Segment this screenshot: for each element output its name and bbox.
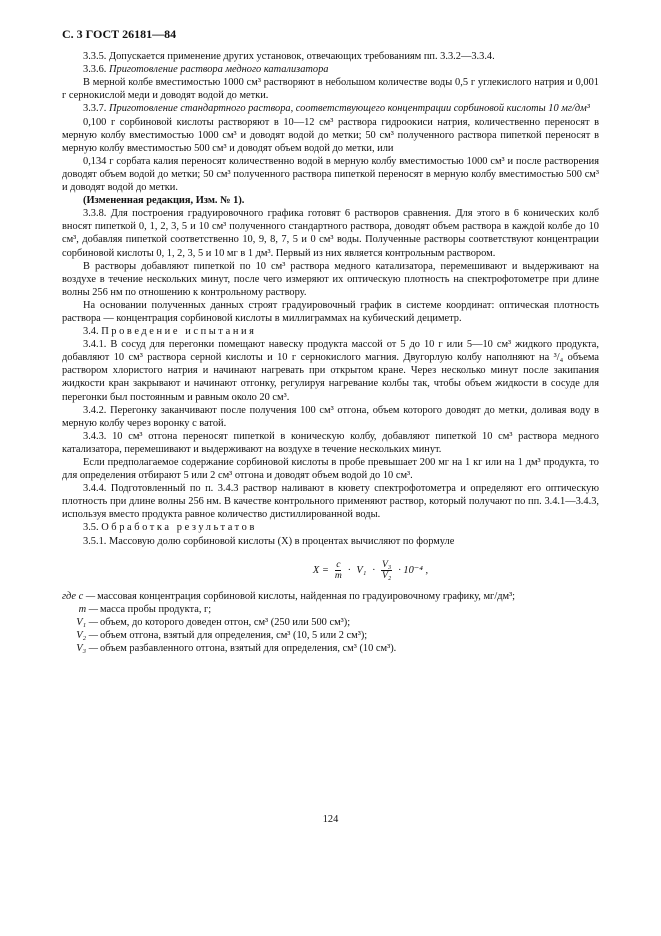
legend-text: объем разбавленного отгона, взятый для определения, см³ (10 см³). [100,643,397,655]
clause-title: Приготовление раствора медного катализатора [109,64,329,76]
paragraph-3-5-1: 3.5.1. Массовую долю сорбиновой кислоты (X) в процентах вычисляют по формуле [83,535,455,547]
formula-tail: · 10⁻⁴ , [398,564,429,576]
legend-symbol: V₂ — [76,629,98,641]
clause-number: 3.3.6. [83,64,107,76]
revision-note: (Измененная редакция, Изм. № 1). [83,195,245,207]
numerator-v3: V₃ [382,558,392,570]
heading-3-5 [62,521,599,534]
term-v1: V₁ [356,564,367,576]
page-number: 124 [322,814,339,825]
legend-text: объем отгона, взятый для определения, см³ (10, 5 или 2 см³); [100,629,368,641]
dot-operator: · [347,564,351,576]
paragraph-3-4-1: 3.4.1. В сосуд для перегонки помещают навеску продукта массой от 5 до 10 г или 5—10 см³ жидкого продукта, добавляют 10 см³ раствора серной кислоты и 10 г сернокислого магния. Двугорлую колбу наполняют на ³/₄ объема раствором хлористого натрия и начинают нагревать при открытом кране. Через несколько минут после закипания жидкости кран закрывают и начинают отгонку, регулируя нагревание колбы так, чтобы объем жидкости в сосуде для перегонки был постоянным и равным около 20 см³. [62,339,599,403]
legend-row [62,590,599,603]
denominator-m: m [334,569,342,581]
paragraph-3-3-5: 3.3.5. Допускается применение других установок, отвечающих требованиям пп. 3.3.2—3.3.4. [83,51,495,63]
legend-row [62,603,599,616]
legend-text: масса пробы продукта, г; [100,603,212,615]
document-header: С. 3 ГОСТ 26181—84 [62,27,177,41]
clause-title: Приготовление стандартного раствора, соответствующего концентрации сорбиновой кислоты 10 мг/дм³ [109,103,590,115]
legend-symbol: где c — [62,590,96,602]
clause-number: 3.5. [83,522,99,534]
formula [62,560,599,581]
numerator-c: c [336,558,341,570]
paragraph-3-3-8b: В растворы добавляют пипеткой по 10 см³ раствора медного катализатора, перемешивают и выдерживают на воздухе в течение нескольких минут, после чего измеряют их оптическую плотность на спектрофотометре при длине волны 256 нм по отношению к контрольному раствору. [62,260,599,298]
paragraph-3-3-7-body1: 0,100 г сорбиновой кислоты растворяют в 10—12 см³ раствора гидроокиси натрия, количественно переносят в мерную колбу вместимостью 1000 см³ и доводят водой до метки; 50 см³ полученного раствора пипеткой переносят в мерную колбу вместимостью 500 см³ и доводят объем водой до метки, или [62,116,599,154]
document-page [62,28,599,655]
dot-operator: · [372,564,375,576]
section-title: Обработка результатов [101,522,257,534]
heading-3-3-6 [62,63,599,76]
clause-number: 3.4. [83,326,99,338]
legend-symbol: V₁ — [76,616,98,628]
paragraph-3-4-2: 3.4.2. Перегонку заканчивают после получения 100 см³ отгона, объем которого доводят до метки, доливая воду в мерную колбу через воронку с ватой. [62,404,599,429]
clause-number: 3.3.7. [83,103,107,115]
paragraph-3-3-8c: На основании полученных данных строят градуировочный график в системе координат: оптическая плотность раствора — концентрация сорбиновой кислоты в миллиграммах на кубический дециметр. [62,299,599,324]
paragraph-3-4-4: 3.4.4. Подготовленный по п. 3.4.3 раствор наливают в кювету спектрофотометра и определяют его оптическую плотность при длине волны 256 нм. В качестве контрольного применяют раствор, который получают по пп. 3.4.1—3.4.3, используя вместо продукта равное количество дистиллированной воды. [62,483,599,521]
heading-3-3-7 [62,102,599,115]
legend-row [62,642,599,655]
legend-symbol: m — [78,603,98,615]
formula-legend [62,590,599,655]
paragraph-3-3-7-body2: 0,134 г сорбата калия переносят количественно водой в мерную колбу вместимостью 1000 см³ и после растворения доводят объем водой до метки; 50 см³ полученного раствора пипеткой переносят в мерную колбу вместимостью 500 см³ и доводят водой до метки. [62,155,599,194]
denominator-v2: V₂ [382,569,392,581]
section-title: Проведение испытания [101,326,257,338]
paragraph-3-4-3b: Если предполагаемое содержание сорбиновой кислоты в пробе превышает 200 мг на 1 кг или на 1 дм³ продукта, то для определения отбирают 5 или 2 см³ отгона и доводят объем водой до 10 см³. [62,457,599,482]
legend-row [62,629,599,642]
paragraph-3-3-8: 3.3.8. Для построения градуировочного графика готовят 6 растворов сравнения. Для этого в 6 конических колб вносят пипеткой 0, 1, 2, 3, 5 и 10 см³ полученного стандартного раствора, доводят объем раствора в каждой колбе до 10 см³, добавляя пипеткой соответственно 10, 9, 8, 7, 5 и 0 см³ воды. Полученные растворы соответствуют концентрации сорбиновой кислоты 0, 1, 2, 3, 5 и 10 мг в 1 дм³. Первый из них является контрольным раствором. [62,208,599,259]
fraction-c-m [335,560,342,581]
legend-text: объем, до которого доведен отгон, см³ (250 или 500 см³); [100,616,351,628]
legend-row [62,616,599,629]
legend-text: массовая концентрация сорбиновой кислоты, найденная по градуировочному графику, мг/дм³; [97,590,516,602]
formula-lhs: X = [312,564,329,576]
paragraph-3-3-6-body: В мерной колбе вместимостью 1000 см³ растворяют в небольшом количестве воды 0,5 г углекислого натрия и 0,001 г сернокислой меди и доводят водой до метки. [62,77,599,102]
legend-symbol: V₃ — [76,643,98,655]
fraction-v3-v2 [381,560,392,581]
heading-3-4 [62,325,599,338]
paragraph-3-4-3: 3.4.3. 10 см³ отгона переносят пипеткой в коническую колбу, добавляют пипеткой 10 см³ раствора медного катализатора, перемешивают и выдерживают на воздухе в течение нескольких минут. [62,430,599,455]
